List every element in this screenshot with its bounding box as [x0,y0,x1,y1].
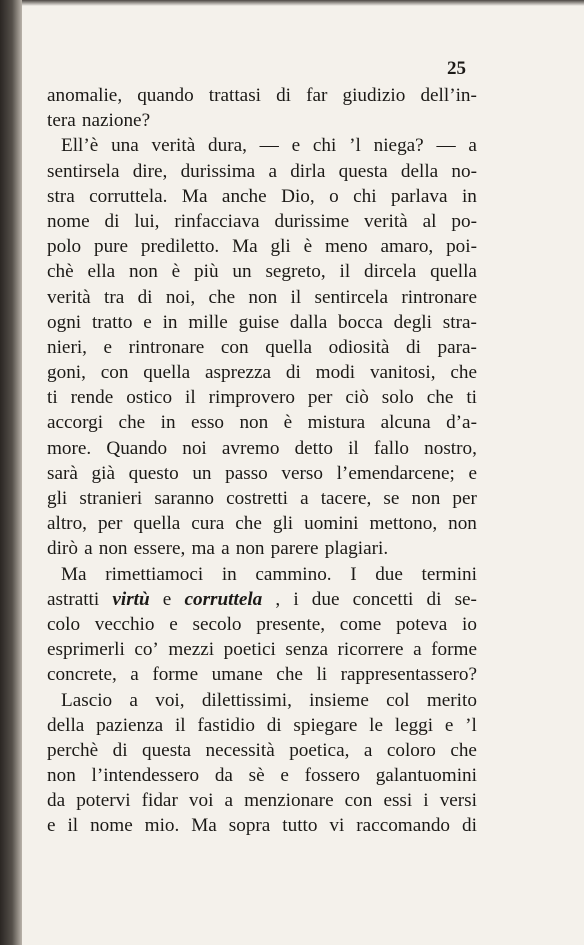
word: more. [47,437,92,459]
word: rintronare [128,336,205,358]
word: da [47,790,66,812]
text-line [47,360,477,385]
word: durissime [274,210,350,232]
word: come [339,613,382,635]
word: tacere, [320,488,372,509]
word: niega? [373,135,424,157]
word: chi [353,185,377,207]
word: mettono, [369,513,438,535]
word: o [329,185,339,207]
word: ’l [349,135,361,157]
word: uomini [304,513,359,535]
word: quella [133,513,181,535]
text-line [47,234,477,259]
word: nome [90,815,133,837]
word: le [369,714,383,736]
word: quella [430,261,477,283]
body-text [47,83,477,839]
word: pazienza [96,714,164,736]
word: spiegare [293,714,358,736]
word: coloro [386,739,436,761]
word: avremo [221,437,280,459]
text-line [47,637,477,662]
word: pure [93,236,129,258]
word: dura, [208,135,247,157]
word: stra [47,185,75,207]
word: nieri, [47,336,87,358]
text-line [47,738,477,763]
text-line [47,108,477,133]
word: è [283,412,293,434]
word: detto [294,437,333,459]
word: non [448,513,477,535]
word: essere, [133,538,186,560]
word: — [259,135,279,157]
word: polo [47,236,82,258]
word: ma [191,538,215,560]
word: in [160,412,176,434]
word: con [220,336,249,358]
word: po- [451,210,477,232]
word: ti [466,387,477,409]
word: che [235,513,262,535]
text-line [47,813,477,838]
word: alcuna [380,412,431,434]
book-spine-shadow [0,0,22,945]
word: a [363,739,373,761]
word: insieme [309,689,369,711]
word: guise [238,311,280,333]
word: astratti [47,588,100,610]
word: l’emendarcene; [336,462,455,484]
word: gli [270,236,291,258]
word: a [268,160,277,182]
word: sentirsela [47,160,120,182]
word: voi, [155,689,185,711]
text-line [47,562,477,587]
word: che [426,387,454,409]
word: noi, [165,286,196,308]
word: esprimerli [47,639,125,661]
word: più [194,261,219,283]
word: ella [87,261,116,283]
word: i [423,790,429,812]
word: vanitosi, [369,362,436,384]
word: ’l [465,714,477,736]
word: durissima [180,160,256,182]
word: modi [315,362,356,384]
word: e [280,765,289,787]
word: ogni [47,311,82,333]
word: esso [190,412,225,434]
word: per [97,513,123,535]
word: in [162,311,178,333]
word: goni, [47,362,86,384]
word: e [291,135,301,157]
word: passo [225,462,268,484]
word: lui, [134,210,160,232]
word: dalla [289,311,328,333]
word: solo [381,387,414,409]
text-line [47,83,477,108]
word: a [468,135,477,157]
word: tra [104,286,125,308]
text-line [47,486,477,511]
word: degli [393,311,432,333]
word: termini [421,563,477,585]
word: di [112,739,128,761]
word: fossero [304,765,360,787]
word: e [103,336,113,358]
word: , [275,588,281,610]
word: di [426,588,442,610]
word: tutto [282,815,318,837]
word: a [129,689,138,711]
word: poetici [223,639,276,661]
word: rintronare [401,286,477,308]
word: concrete, [47,664,117,686]
word: verso [281,462,323,484]
word: di [137,286,153,308]
word: Quando [106,437,168,459]
word: e [47,815,56,837]
word: dirò [47,538,78,560]
word: due [311,588,340,610]
word: plagiari. [324,538,389,560]
text-line [47,688,477,713]
word: fidar [141,790,178,812]
word: poi- [446,236,477,258]
word: se [383,488,400,509]
word: li [316,664,328,686]
text-line [47,612,477,637]
word: para- [437,336,477,358]
word: parlava [391,185,448,207]
word: di [461,815,477,837]
word: dell’in- [420,85,477,106]
word: verità [151,135,196,157]
word: che [208,286,236,308]
word: i [293,588,299,610]
word: no- [451,160,477,182]
word: amaro, [380,236,434,258]
word: sopra [228,815,271,837]
word: costretti [226,488,288,509]
word: Dio, [281,185,315,207]
text-line [47,436,477,461]
word: verità [47,286,91,308]
word: d’a- [446,412,477,434]
word: corruttela. [89,185,168,207]
word: di [104,210,120,232]
word: mistura [307,412,366,434]
word: quella [265,336,313,358]
word: secolo [192,613,242,635]
word: è [171,261,181,283]
word: a [130,664,139,686]
text-line [47,310,477,335]
word: a [221,538,230,560]
word: Lascio [61,689,113,711]
page-top-edge-shadow [22,0,584,6]
word: fastidio [197,714,255,736]
word: quella [143,362,191,384]
word: Ma [181,185,208,207]
word: nome [47,210,90,232]
word: vecchio [94,613,155,635]
text-line [47,511,477,536]
word: non [248,286,278,308]
word: non [47,765,76,787]
word: mio. [144,815,180,837]
text-line [47,159,477,184]
word: noi [182,437,207,459]
word: prediletto. [140,236,220,258]
word: non [239,412,269,434]
word: Ma [232,236,258,258]
word: accorgi [47,412,104,434]
word: Ma [191,815,217,837]
word: il [348,437,359,459]
word: in [461,185,477,207]
word: menzionare [244,790,334,812]
word: Ma [61,563,87,585]
word: colo [47,613,81,635]
text-line [47,662,477,687]
word: rimprovero [208,387,295,409]
word: che [118,412,146,434]
text-line [47,285,477,310]
word: mille [188,311,228,333]
word: chè [47,261,74,283]
word: saranno [154,488,215,509]
word: dilettissimi, [201,689,292,711]
word: perchè [47,739,99,761]
word: a [84,538,93,560]
word: non [411,488,441,509]
word: asprezza [205,362,272,384]
word: al [422,210,437,232]
word: far [306,85,328,106]
word: forme [431,639,477,661]
word: e [162,588,172,610]
word: sarà [47,462,78,484]
word: se- [454,588,477,610]
word: due [375,563,403,585]
word: in [221,563,237,585]
word: un [192,462,212,484]
word: trattasi [208,85,261,106]
word: questa [338,160,388,182]
word: Ell’è [61,135,99,157]
word: da [214,765,233,787]
text-line [47,461,477,486]
word: già [91,462,115,484]
word: una [111,135,139,157]
word: galantuomini [375,765,477,787]
word: un [232,261,252,283]
word: con [344,790,373,812]
word: non [129,261,158,283]
word: parere [270,538,319,560]
word: gli [47,488,68,509]
text-line [47,763,477,788]
word: quando [137,85,194,106]
word: necessità [205,739,275,761]
word: l’intendessero [91,765,200,787]
word: fallo [373,437,410,459]
word: dirla [290,160,326,182]
word: questa [141,739,192,761]
word: tratto [91,311,133,333]
word: voi [188,790,214,812]
word: merito [426,689,477,711]
word: della [400,160,439,182]
word: questo [128,462,179,484]
text-line [47,133,477,158]
word: di [406,336,421,358]
word: leggi [394,714,434,736]
word: forme [152,664,199,686]
word: presente, [256,613,326,635]
word: io [461,613,477,635]
word: sentircela [314,286,388,308]
word: poetica, [289,739,350,761]
word: altro, [47,513,87,535]
word: il [290,286,302,308]
text-line [47,259,477,284]
word: bocca [338,311,383,333]
word: nazione? [81,110,151,132]
word: stra- [442,311,477,333]
word: sè [248,765,265,787]
word: di [285,362,301,384]
word: il [174,714,186,736]
word: giudizio [342,85,406,106]
word: cammino. [255,563,332,585]
word: per [307,387,333,409]
word: chi [312,135,337,157]
word: senza [285,639,329,661]
word: meno [324,236,368,258]
word: anomalie, [47,85,123,106]
word: ricorrere [337,639,404,661]
word: e [468,462,477,484]
word: tera [47,110,76,132]
word: che [450,739,477,761]
word: che [450,362,477,384]
word: della [47,714,85,736]
text-line [47,209,477,234]
word: a [300,488,309,509]
word: dircela [364,261,417,283]
word: è [303,236,313,258]
word: I [350,563,357,585]
word: virtù [112,588,150,610]
word: concetti [352,588,414,610]
text-line [47,335,477,360]
word: di [266,714,282,736]
word: nostro, [424,437,477,459]
word: che [276,664,303,686]
word: il [185,387,196,409]
word: essi [383,790,413,812]
text-line [47,410,477,435]
word: verità [364,210,408,232]
word: umane [211,664,263,686]
word: segreto, [265,261,326,283]
word: mezzi [168,639,215,661]
word: a [224,790,234,812]
word: ti [47,387,58,409]
word: ciò [345,387,369,409]
word: con [100,362,129,384]
word: non [98,538,128,560]
word: potervi [76,790,131,812]
word: raccomando [356,815,451,837]
word: corruttela [184,588,263,610]
word: e [444,714,454,736]
word: dire, [132,160,168,182]
text-line [47,788,477,813]
text-line [47,385,477,410]
word: anche [221,185,267,207]
text-line [47,587,477,612]
word: odiosità [328,336,390,358]
word: co’ [134,639,159,661]
word: e [143,311,152,333]
word: e [169,613,178,635]
word: cura [191,513,225,535]
word: col [386,689,410,711]
word: versi [439,790,477,812]
page-number: 25 [447,58,466,79]
text-line [47,536,477,561]
word: stranieri [79,488,143,509]
word: a [413,639,422,661]
word: poteva [396,613,448,635]
word: ostico [126,387,173,409]
word: rimettiamoci [105,563,204,585]
word: il [339,261,351,283]
word: per [452,488,477,509]
word: — [436,135,456,157]
text-line [47,184,477,209]
word: di [276,85,292,106]
word: rappresentassero? [340,664,477,686]
word: vi [329,815,345,837]
word: non [235,538,265,560]
word: rende [70,387,114,409]
word: gli [272,513,294,535]
word: il [67,815,79,837]
word: rinfacciava [174,210,260,232]
text-line [47,713,477,738]
